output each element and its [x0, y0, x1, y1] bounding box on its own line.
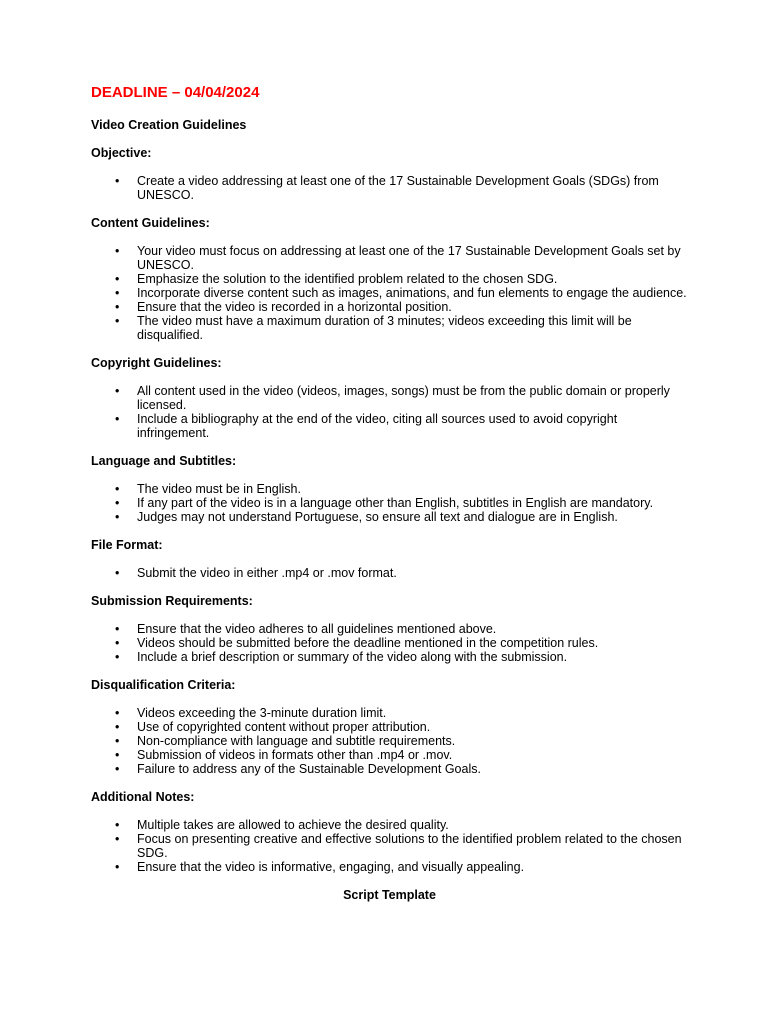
- list-item-text: Focus on presenting creative and effective solutions to the identified problem related to the chosen SDG.: [137, 832, 682, 860]
- section-heading: File Format:: [91, 538, 163, 552]
- bullet-list: [91, 384, 688, 440]
- list-item-text: Judges may not understand Portuguese, so ensure all text and dialogue are in English.: [137, 510, 618, 524]
- list-item-text: Ensure that the video is informative, engaging, and visually appealing.: [137, 860, 525, 874]
- bullet-list: [91, 818, 688, 874]
- list-item: [91, 496, 688, 510]
- bullet-icon: •: [115, 720, 120, 734]
- document-title: Video Creation Guidelines: [91, 118, 247, 132]
- bullet-icon: •: [115, 286, 120, 300]
- bullet-icon: •: [115, 734, 120, 748]
- list-item: [91, 384, 688, 412]
- list-item-text: Non-compliance with language and subtitle requirements.: [137, 734, 456, 748]
- bullet-icon: •: [115, 384, 120, 398]
- list-item: [91, 510, 688, 524]
- list-item: [91, 300, 688, 314]
- bullet-icon: •: [115, 496, 120, 510]
- list-item: [91, 636, 688, 650]
- list-item-text: Include a bibliography at the end of the video, citing all sources used to avoid copyright infringement.: [137, 412, 618, 440]
- section-heading: Objective:: [91, 146, 152, 160]
- list-item: [91, 244, 688, 272]
- list-item-text: Ensure that the video adheres to all guidelines mentioned above.: [137, 622, 497, 636]
- bullet-icon: •: [115, 832, 120, 846]
- list-item: [91, 706, 688, 720]
- deadline-heading: DEADLINE – 04/04/2024: [91, 84, 260, 101]
- section-heading: Copyright Guidelines:: [91, 356, 222, 370]
- list-item: [91, 650, 688, 664]
- bullet-list: [91, 566, 688, 580]
- bullet-icon: •: [115, 174, 120, 188]
- list-item: [91, 748, 688, 762]
- list-item-text: Videos should be submitted before the deadline mentioned in the competition rules.: [137, 636, 599, 650]
- list-item-text: Include a brief description or summary of the video along with the submission.: [137, 650, 568, 664]
- list-item-text: Create a video addressing at least one of the 17 Sustainable Development Goals (SDGs) from UNESCO.: [137, 174, 659, 202]
- list-item-text: Videos exceeding the 3-minute duration limit.: [137, 706, 387, 720]
- list-item: [91, 860, 688, 874]
- list-item: [91, 412, 688, 440]
- bullet-icon: •: [115, 566, 120, 580]
- section-heading: Language and Subtitles:: [91, 454, 237, 468]
- list-item: [91, 174, 688, 202]
- bullet-icon: •: [115, 272, 120, 286]
- bullet-icon: •: [115, 650, 120, 664]
- bullet-icon: •: [115, 510, 120, 524]
- list-item-text: If any part of the video is in a language other than English, subtitles in English are mandatory.: [137, 496, 654, 510]
- list-item: [91, 314, 688, 342]
- list-item-text: Incorporate diverse content such as images, animations, and fun elements to engage the audience.: [137, 286, 687, 300]
- list-item: [91, 622, 688, 636]
- list-item-text: Submission of videos in formats other than .mp4 or .mov.: [137, 748, 453, 762]
- list-item: [91, 734, 688, 748]
- bullet-icon: •: [115, 860, 120, 874]
- bullet-icon: •: [115, 244, 120, 258]
- list-item-text: The video must be in English.: [137, 482, 301, 496]
- list-item: [91, 762, 688, 776]
- script-template-title: Script Template: [343, 888, 436, 902]
- bullet-list: [91, 482, 688, 524]
- bullet-list: [91, 622, 688, 664]
- bullet-icon: •: [115, 412, 120, 426]
- bullet-icon: •: [115, 314, 120, 328]
- list-item: [91, 272, 688, 286]
- list-item: [91, 566, 688, 580]
- bullet-icon: •: [115, 636, 120, 650]
- list-item-text: Failure to address any of the Sustainable Development Goals.: [137, 762, 481, 776]
- list-item-text: Emphasize the solution to the identified problem related to the chosen SDG.: [137, 272, 558, 286]
- section-heading: Content Guidelines:: [91, 216, 210, 230]
- list-item: [91, 720, 688, 734]
- bullet-icon: •: [115, 300, 120, 314]
- bullet-icon: •: [115, 762, 120, 776]
- list-item-text: All content used in the video (videos, images, songs) must be from the public domain or properly licensed.: [137, 384, 670, 412]
- bullet-list: [91, 174, 688, 202]
- bullet-icon: •: [115, 706, 120, 720]
- list-item-text: The video must have a maximum duration of 3 minutes; videos exceeding this limit will be disqualified.: [137, 314, 632, 342]
- list-item-text: Your video must focus on addressing at least one of the 17 Sustainable Development Goals set by UNESCO.: [137, 244, 681, 272]
- section-heading: Disqualification Criteria:: [91, 678, 236, 692]
- list-item: [91, 832, 688, 860]
- list-item-text: Ensure that the video is recorded in a horizontal position.: [137, 300, 452, 314]
- section-heading: Submission Requirements:: [91, 594, 253, 608]
- list-item-text: Use of copyrighted content without proper attribution.: [137, 720, 431, 734]
- bullet-list: [91, 244, 688, 342]
- bullet-icon: •: [115, 818, 120, 832]
- list-item: [91, 482, 688, 496]
- list-item-text: Multiple takes are allowed to achieve the desired quality.: [137, 818, 449, 832]
- section-heading: Additional Notes:: [91, 790, 195, 804]
- list-item-text: Submit the video in either .mp4 or .mov format.: [137, 566, 397, 580]
- bullet-icon: •: [115, 748, 120, 762]
- guidelines-sections: [91, 146, 688, 874]
- list-item: [91, 818, 688, 832]
- list-item: [91, 286, 688, 300]
- bullet-icon: •: [115, 482, 120, 496]
- bullet-icon: •: [115, 622, 120, 636]
- bullet-list: [91, 706, 688, 776]
